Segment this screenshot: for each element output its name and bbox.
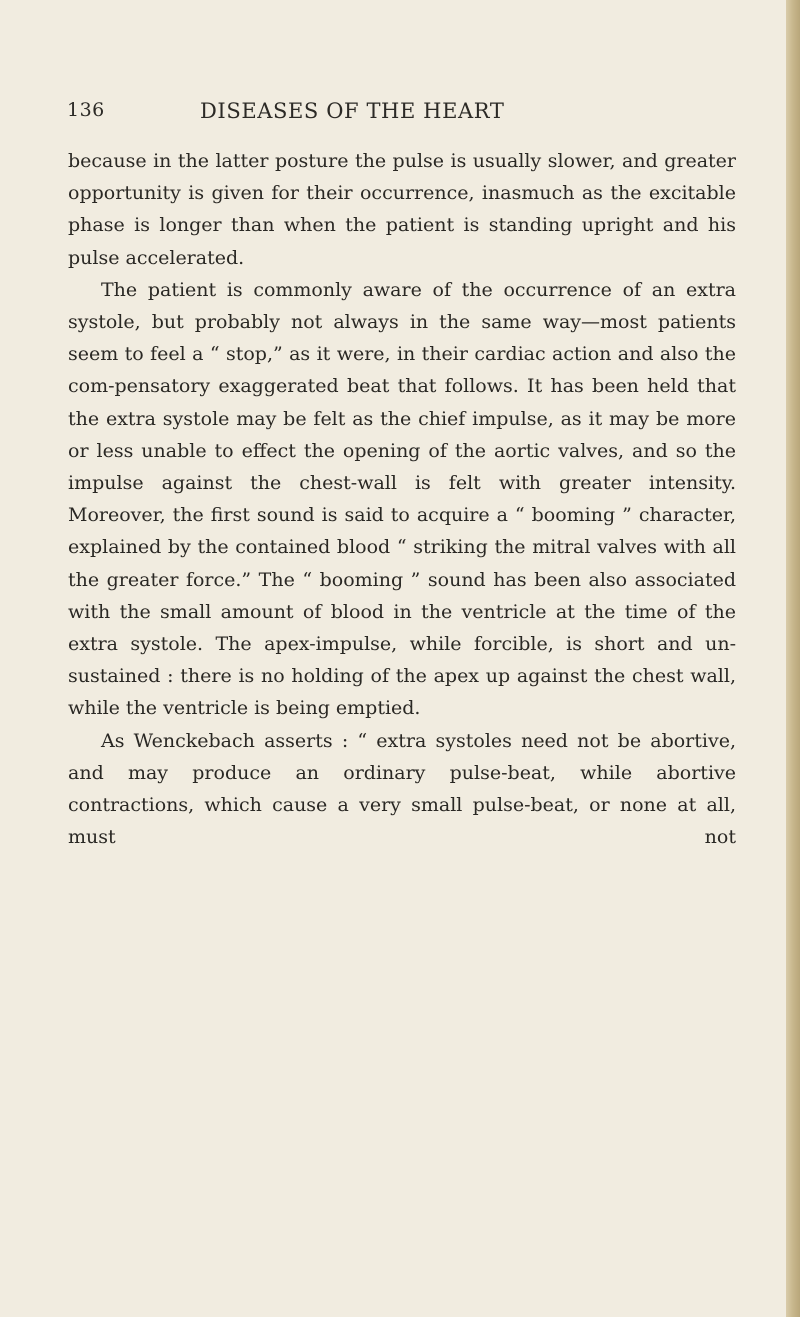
running-head: DISEASES OF THE HEART: [200, 99, 505, 123]
page-number: 136: [67, 99, 105, 121]
page-header: [0, 95, 800, 127]
paragraph-wenckebach-quote: As Wenckebach asserts : “ extra systoles need not be abortive, and may produce an ordinary pulse-beat, while abortive contractions, which cause a very small pulse-beat, or none at all, must not: [68, 729, 736, 849]
body-text: [68, 145, 736, 853]
page-edge-shadow: [786, 0, 800, 1317]
paragraph-continued: because in the latter posture the pulse is usually slower, and greater opportunity is given for their occurrence, inasmuch as the excitable phase is longer than when the patient is standing upright and his pulse accelerated.: [68, 150, 736, 269]
paragraph-extra-systole-awareness: The patient is commonly aware of the occurrence of an extra systole, but probably not always in the same way—most patients seem to feel a “ stop,” as it were, in their cardiac action and also the com-pensatory exaggerated beat that follows. It has been held that the extra systole may be felt as the chief impulse, as it may be more or less unable to effect the opening of the aortic valves, and so the impulse against the chest-wall is felt with greater intensity. Moreover, the first sound is said to acquire a “ booming ” character, explained by the contained blood “ striking the mitral valves with all the greater force.” The “ booming ” sound has been also associated with the small amount of blood in the ventricle at the time of the extra systole. The apex-impulse, while forcible, is short and un-sustained : there is no holding of the apex up against the chest wall, while the ventricle is being emptied.: [68, 278, 736, 720]
